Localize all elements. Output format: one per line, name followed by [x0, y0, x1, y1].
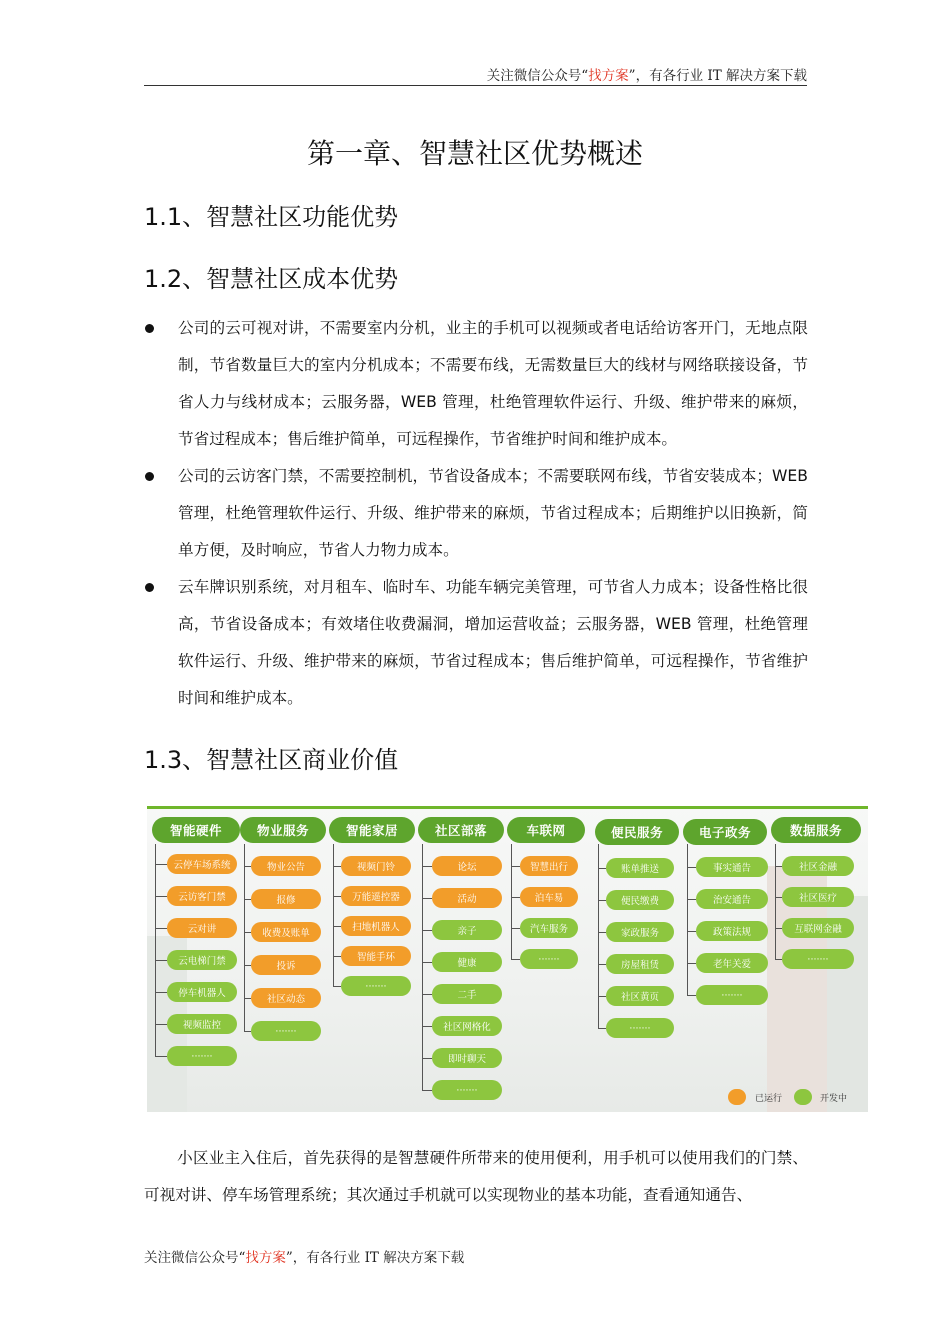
diagram-connector — [155, 928, 167, 929]
diagram-connector — [155, 1024, 167, 1025]
diagram-item: 互联网金融 — [782, 918, 854, 938]
diagram-connector — [598, 900, 606, 901]
diagram-connector — [244, 932, 251, 933]
diagram-item: 智慧出行 — [520, 856, 578, 876]
business-value-diagram — [147, 806, 868, 1112]
bullet-item — [144, 569, 808, 717]
bullet-text: 公司的云可视对讲，不需要室内分机，业主的手机可以视频或者电话给访客开门，无地点限制，节省数量巨大的室内分机成本；不需要布线，无需数量巨大的线材与网络联接设备，节省人力与线材成本；云服务器，WEB 管理，杜绝管理软件运行、升级、维护带来的麻烦，节省过程成本；售后维护简单，可远程操作，节省维护时间和维护成本。 — [178, 319, 808, 448]
diagram-item: 汽车服务 — [520, 918, 578, 938]
diagram-item: 社区网格化 — [432, 1016, 502, 1036]
diagram-connector — [244, 866, 251, 867]
diagram-item: ······· — [782, 949, 854, 969]
diagram-connector — [511, 928, 520, 929]
diagram-connector — [422, 1026, 432, 1027]
diagram-connector — [422, 866, 432, 867]
diagram-connector — [422, 1058, 432, 1059]
diagram-item: 云访客门禁 — [167, 886, 237, 906]
diagram-column-header: 便民服务 — [595, 819, 679, 845]
diagram-item: 扫地机器人 — [341, 916, 411, 936]
section-heading-1-3: 1.3、智慧社区商业价值 — [144, 746, 399, 774]
diagram-column-header: 智能家居 — [329, 817, 415, 843]
diagram-item: 社区黄页 — [606, 986, 674, 1006]
diagram-column-header: 社区部落 — [418, 817, 504, 843]
diagram-item: 事实通告 — [696, 857, 768, 877]
footer-text-post: ”，有各行业 IT 解决方案下载 — [285, 1250, 465, 1266]
body-paragraph — [144, 1140, 808, 1214]
diagram-item: 社区医疗 — [782, 887, 854, 907]
header-highlight: 找方案 — [588, 68, 629, 84]
diagram-connector — [598, 844, 599, 1028]
diagram-item: 物业公告 — [251, 856, 321, 876]
diagram-connector — [511, 844, 512, 959]
diagram-column-header: 数据服务 — [771, 817, 861, 843]
diagram-item: ······· — [432, 1080, 502, 1100]
diagram-connector — [687, 899, 696, 900]
diagram-connector — [244, 844, 245, 1031]
diagram-item: 治安通告 — [696, 889, 768, 909]
diagram-connector — [687, 931, 696, 932]
diagram-connector — [775, 844, 776, 959]
diagram-connector — [244, 965, 251, 966]
diagram-item: 便民缴费 — [606, 890, 674, 910]
diagram-connector — [598, 932, 606, 933]
diagram-item: 老年关爱 — [696, 953, 768, 973]
diagram-item: ······· — [520, 949, 578, 969]
bullet-dot-icon — [145, 324, 154, 333]
diagram-item: 即时聊天 — [432, 1048, 502, 1068]
diagram-item: 健康 — [432, 952, 502, 972]
diagram-item: 泊车易 — [520, 887, 578, 907]
diagram-connector — [422, 1090, 432, 1091]
diagram-connector — [333, 896, 341, 897]
bullet-item — [144, 458, 808, 569]
diagram-item: 云停车场系统 — [167, 854, 237, 874]
diagram-connector — [687, 963, 696, 964]
footer-highlight: 找方案 — [245, 1250, 286, 1266]
diagram-item: 报修 — [251, 889, 321, 909]
diagram-connector — [775, 928, 782, 929]
diagram-item: ······· — [167, 1046, 237, 1066]
cost-advantage-list — [144, 310, 808, 717]
section-heading-1-2: 1.2、智慧社区成本优势 — [144, 265, 399, 293]
diagram-item: 社区金融 — [782, 856, 854, 876]
diagram-item: 停车机器人 — [167, 982, 237, 1002]
diagram-connector — [155, 992, 167, 993]
bullet-text: 公司的云访客门禁，不需要控制机，节省设备成本；不需要联网布线，节省安装成本；WEB 管理，杜绝管理软件运行、升级、维护带来的麻烦，节省过程成本；后期维护以旧换新，简单方便，及时响应，节省人力物力成本。 — [178, 467, 808, 559]
body-paragraph-text: 小区业主入住后，首先获得的是智慧硬件所带来的使用便利，用手机可以使用我们的门禁、可视对讲、停车场管理系统；其次通过手机就可以实现物业的基本功能，查看通知通告、 — [144, 1149, 808, 1204]
diagram-connector — [775, 866, 782, 867]
diagram-column-header: 电子政务 — [683, 819, 767, 845]
diagram-connector — [333, 866, 341, 867]
header-text-post: ”，有各行业 IT 解决方案下载 — [628, 68, 807, 84]
bullet-text: 云车牌识别系统，对月租车、临时车、功能车辆完美管理，可节省人力成本；设备性格比很高，节省设备成本；有效堵住收费漏洞，增加运营收益；云服务器，WEB 管理，杜绝管理软件运行、升级、维护带来的麻烦，节省过程成本；售后维护简单，可远程操作，节省维护时间和维护成本。 — [178, 578, 808, 707]
diagram-item: 二手 — [432, 984, 502, 1004]
bullet-item — [144, 310, 808, 458]
chapter-title: 第一章、智慧社区优势概述 — [306, 137, 643, 170]
diagram-item: 政策法规 — [696, 921, 768, 941]
legend-label-developing: 开发中 — [820, 1094, 848, 1104]
footer-text-pre: 关注微信公众号“ — [144, 1250, 246, 1266]
diagram-connector — [775, 897, 782, 898]
diagram-item: ······· — [341, 976, 411, 996]
diagram-item: ······· — [251, 1021, 321, 1041]
diagram-connector — [422, 930, 432, 931]
diagram-connector — [598, 1028, 606, 1029]
diagram-column-header: 物业服务 — [240, 817, 326, 843]
bullet-dot-icon — [145, 583, 154, 592]
bullet-dot-icon — [145, 472, 154, 481]
diagram-item: 论坛 — [432, 856, 502, 876]
diagram-connector — [775, 959, 782, 960]
diagram-item: 云对讲 — [167, 918, 237, 938]
diagram-connector — [155, 1056, 167, 1057]
legend-label-running: 已运行 — [755, 1094, 783, 1104]
diagram-connector — [155, 960, 167, 961]
diagram-connector — [687, 995, 696, 996]
diagram-item: 亲子 — [432, 920, 502, 940]
diagram-item: 智能手环 — [341, 946, 411, 966]
diagram-item: 收费及账单 — [251, 922, 321, 942]
diagram-column-header: 车联网 — [507, 817, 585, 843]
diagram-connector — [598, 964, 606, 965]
diagram-item: 房屋租赁 — [606, 954, 674, 974]
diagram-connector — [422, 898, 432, 899]
legend-swatch-developing — [794, 1089, 812, 1105]
header-rule — [144, 85, 807, 86]
diagram-top-bar — [147, 806, 868, 809]
diagram-item: 家政服务 — [606, 922, 674, 942]
section-heading-1-1: 1.1、智慧社区功能优势 — [144, 203, 399, 231]
diagram-connector — [244, 899, 251, 900]
diagram-connector — [244, 1031, 251, 1032]
diagram-connector — [598, 996, 606, 997]
diagram-item: 视频门铃 — [341, 856, 411, 876]
legend-swatch-running — [728, 1089, 746, 1105]
diagram-connector — [511, 959, 520, 960]
page-header — [144, 64, 807, 84]
diagram-item: 活动 — [432, 888, 502, 908]
diagram-connector — [155, 896, 167, 897]
diagram-connector — [511, 866, 520, 867]
diagram-item: 云电梯门禁 — [167, 950, 237, 970]
diagram-item: ······· — [606, 1018, 674, 1038]
diagram-connector — [244, 998, 251, 999]
diagram-connector — [422, 994, 432, 995]
diagram-connector — [155, 864, 167, 865]
diagram-connector — [598, 868, 606, 869]
diagram-connector — [511, 897, 520, 898]
diagram-connector — [687, 867, 696, 868]
diagram-item: 账单推送 — [606, 858, 674, 878]
page-footer — [144, 1246, 464, 1266]
diagram-column-header: 智能硬件 — [152, 817, 240, 843]
diagram-connector — [333, 926, 341, 927]
diagram-item: 万能遥控器 — [341, 886, 411, 906]
diagram-connector — [333, 956, 341, 957]
diagram-item: ······· — [696, 985, 768, 1005]
diagram-item: 社区动态 — [251, 988, 321, 1008]
diagram-item: 视频监控 — [167, 1014, 237, 1034]
diagram-connector — [422, 962, 432, 963]
diagram-connector — [333, 986, 341, 987]
diagram-connector — [422, 844, 423, 1090]
diagram-item: 投诉 — [251, 955, 321, 975]
header-text-pre: 关注微信公众号“ — [486, 68, 589, 84]
